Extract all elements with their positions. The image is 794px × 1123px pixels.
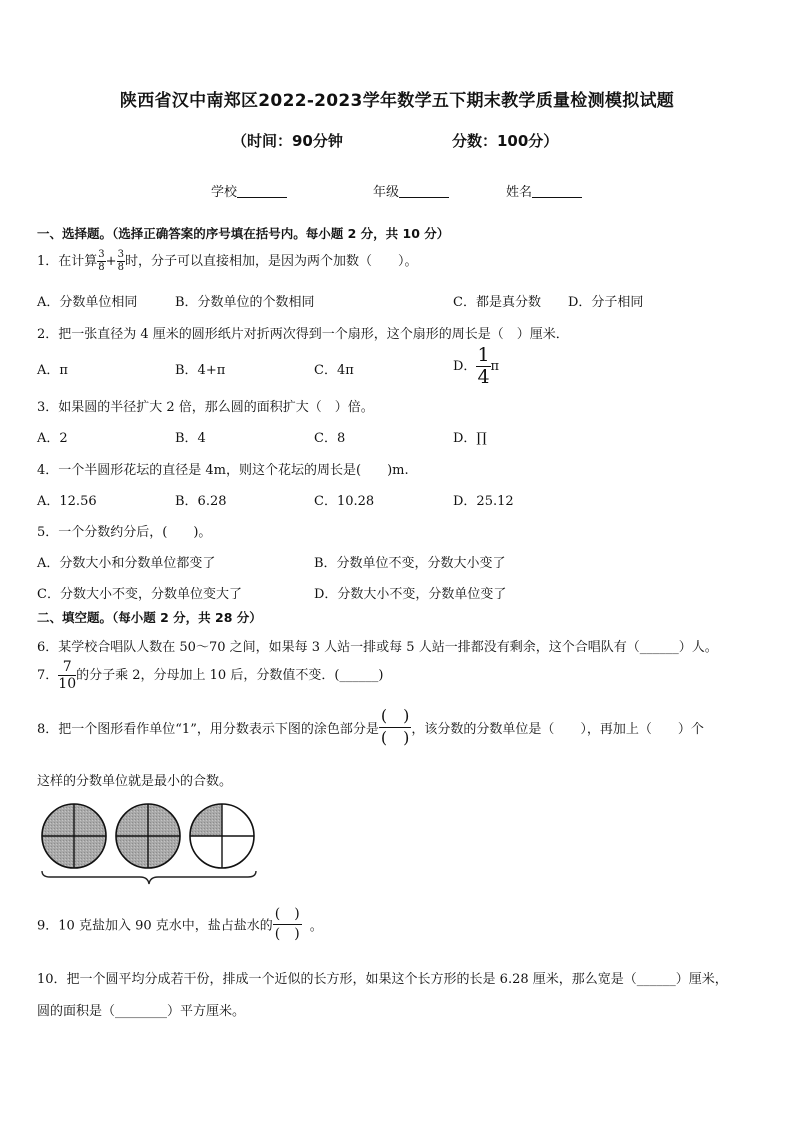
question-7: 7． $\frac{7}{10}$ 的分子乘 2，分母加上 10 后，分数值不变．(______) bbox=[37, 659, 384, 692]
q3-option-c[interactable]: C．8 bbox=[314, 431, 346, 446]
question-10: 10．把一个圆平均分成若干份，排成一个近似的长方形，如果这个长方形的长是 6.28 厘米，那么宽是（______）厘米， bbox=[37, 972, 728, 987]
question-3: 3．如果圆的半径扩大 2 倍，那么圆的面积扩大（ ）倍。 bbox=[37, 400, 374, 415]
q5-option-a[interactable]: A．分数大小和分数单位都变了 bbox=[37, 556, 216, 571]
q1-option-b[interactable]: B．分数单位的个数相同 bbox=[175, 295, 315, 310]
name-blank[interactable] bbox=[532, 184, 582, 198]
q8-circles-figure bbox=[36, 798, 266, 892]
q5-option-d[interactable]: D．分数大小不变，分数单位变了 bbox=[314, 587, 507, 602]
q1-suffix: 时，分子可以直接相加，是因为两个加数（ ）。 bbox=[124, 254, 418, 269]
question-10-line-2: 圆的面积是（________）平方厘米。 bbox=[37, 1004, 246, 1019]
q1-fraction-2: $\frac{3}{8}$ bbox=[117, 249, 124, 273]
page-title: 陕西省汉中南郑区2022-2023学年数学五下期末教学质量检测模拟试题 bbox=[119, 91, 675, 111]
question-4: 4．一个半圆形花坛的直径是 4m，则这个花坛的周长是( )m. bbox=[37, 463, 409, 478]
q1-prefix: 1．在计算 bbox=[37, 254, 98, 269]
q2-option-a[interactable]: A．π bbox=[37, 363, 68, 378]
q2-option-d[interactable]: D． $\frac{1}{4}$ π bbox=[453, 344, 500, 388]
q7-fraction: $\frac{7}{10}$ bbox=[58, 659, 77, 692]
q5-option-c[interactable]: C．分数大小不变，分数单位变大了 bbox=[37, 587, 242, 602]
section-1-heading: 一、选择题。（选择正确答案的序号填在括号内。每小题 2 分，共 10 分） bbox=[37, 226, 450, 241]
school-blank[interactable] bbox=[237, 184, 287, 198]
q5-option-b[interactable]: B．分数单位不变，分数大小变了 bbox=[314, 556, 506, 571]
q4-option-d[interactable]: D．25.12 bbox=[453, 494, 514, 509]
question-9: 9．10 克盐加入 90 克水中，盐占盐水的 $\frac{( )}{( )}$ 。 bbox=[37, 906, 323, 942]
q2-option-b[interactable]: B．4+π bbox=[175, 363, 226, 378]
q1-fraction-1: $\frac{3}{8}$ bbox=[98, 249, 105, 273]
question-2: 2．把一张直径为 4 厘米的圆形纸片对折两次得到一个扇形，这个扇形的周长是（ ）厘米． bbox=[37, 327, 569, 342]
brace bbox=[42, 871, 256, 884]
q1-option-c[interactable]: C．都是真分数 bbox=[453, 295, 541, 310]
section-2-heading: 二、填空题。（每小题 2 分，共 28 分） bbox=[37, 610, 262, 625]
plus-sign: + bbox=[105, 254, 117, 269]
question-6: 6．某学校合唱队人数在 50～70 之间，如果每 3 人站一排或每 5 人站一排都没有剩余，这个合唱队有（______）人。 bbox=[37, 640, 718, 655]
q3-option-a[interactable]: A．2 bbox=[37, 431, 68, 446]
school-field bbox=[211, 181, 287, 200]
q9-answer-fraction[interactable]: $\frac{( )}{( )}$ bbox=[274, 906, 300, 942]
question-5: 5．一个分数约分后，( )。 bbox=[37, 525, 212, 540]
grade-field bbox=[373, 181, 449, 200]
name-field bbox=[506, 181, 582, 200]
grade-blank[interactable] bbox=[399, 184, 449, 198]
q4-option-c[interactable]: C．10.28 bbox=[314, 494, 375, 509]
q4-option-a[interactable]: A．12.56 bbox=[37, 494, 97, 509]
exam-time: （时间：90分钟 bbox=[232, 132, 343, 150]
q3-option-d[interactable]: D．∏ bbox=[453, 431, 487, 446]
q4-option-b[interactable]: B．6.28 bbox=[175, 494, 227, 509]
name-label: 姓名 bbox=[506, 185, 533, 200]
q1-option-d[interactable]: D．分子相同 bbox=[568, 295, 644, 310]
q8-answer-fraction[interactable]: $\frac{( )}{( )}$ bbox=[380, 706, 410, 747]
q3-option-b[interactable]: B．4 bbox=[175, 431, 206, 446]
q7-suffix: 的分子乘 2，分母加上 10 后，分数值不变．(______) bbox=[76, 668, 384, 683]
school-label: 学校 bbox=[211, 185, 238, 200]
q2-option-c[interactable]: C．4π bbox=[314, 363, 354, 378]
question-8: 8．把一个图形看作单位“1”，用分数表示下图的涂色部分是 $\frac{( )}{( )}$ ，该分数的分数单位是（ ），再加上（ ）个 bbox=[37, 706, 704, 747]
q1-option-a[interactable]: A．分数单位相同 bbox=[37, 295, 138, 310]
grade-label: 年级 bbox=[373, 185, 400, 200]
exam-score: 分数：100分） bbox=[452, 132, 559, 150]
q2-option-d-fraction: $\frac{1}{4}$ bbox=[477, 344, 490, 388]
question-8-line-2: 这样的分数单位就是最小的合数。 bbox=[37, 774, 233, 789]
question-1 bbox=[37, 250, 417, 273]
